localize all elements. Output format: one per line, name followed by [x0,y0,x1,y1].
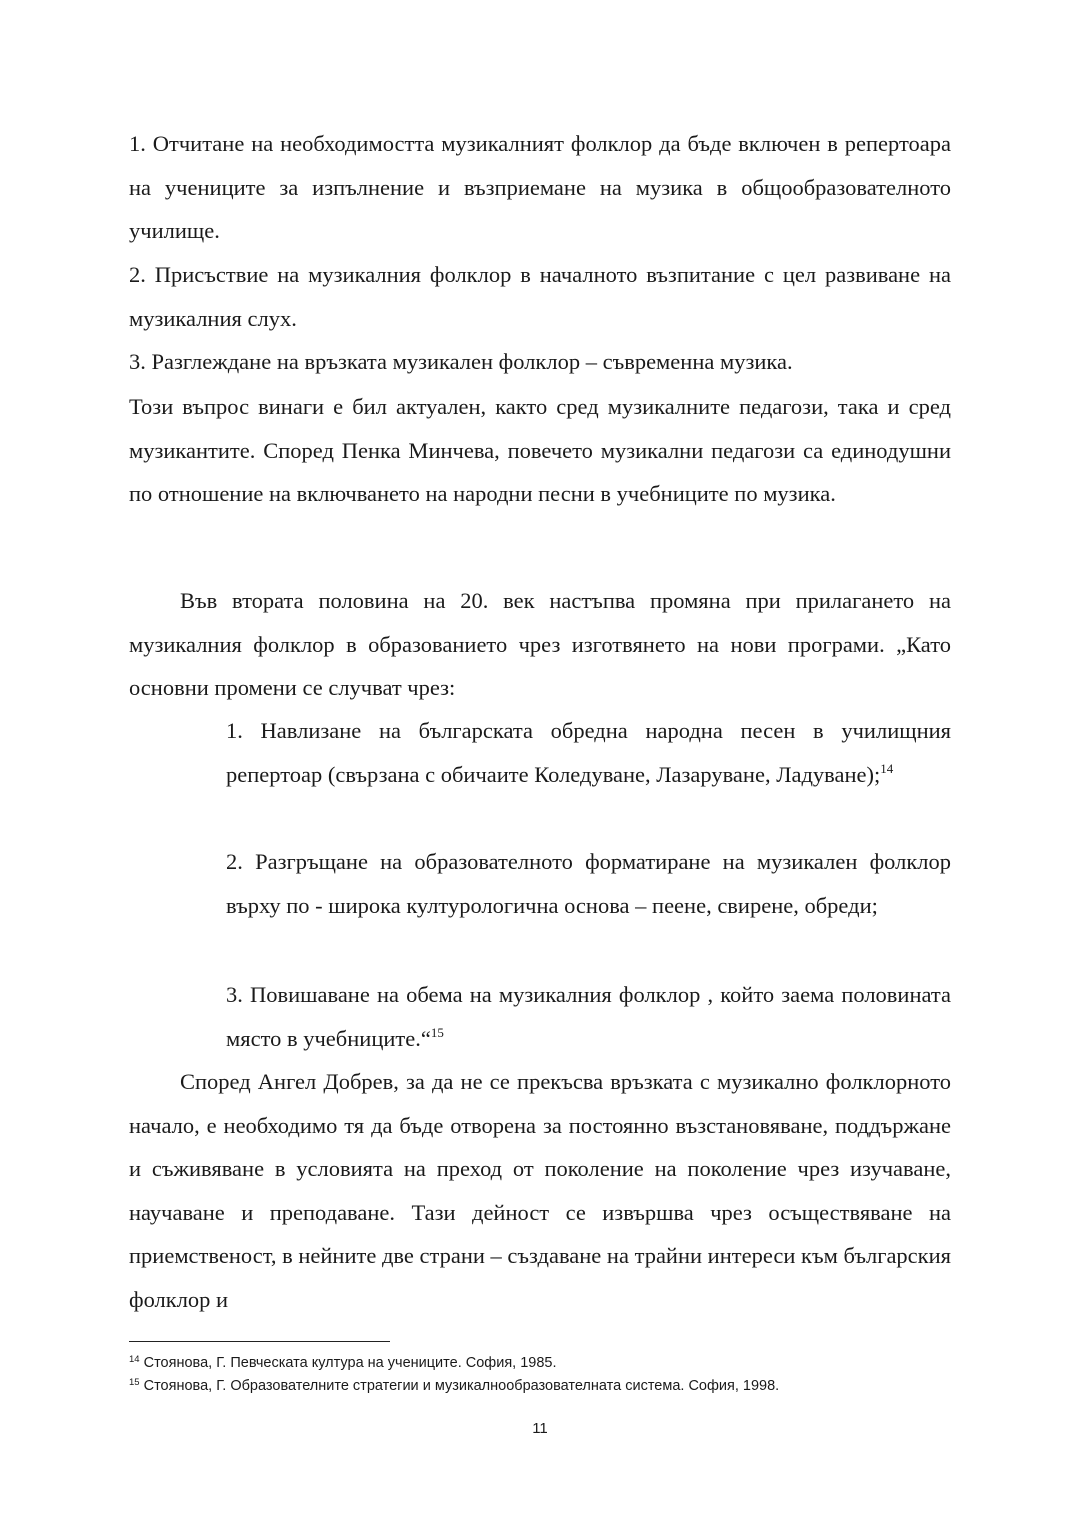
footnote-number: 15 [129,1377,140,1388]
body-paragraph: Този въпрос винаги е бил актуален, както сред музикалните педагози, така и сред музикантите. Според Пенка Минчева, повечето музикални педагози са единодушни по отношение на включването на народни песни в учебниците по музика. [129,394,951,506]
quoted-list-item [226,709,951,796]
list-item: 2. Присъствие на музикалния фолклор в началното възпитание с цел развиване на музикалния слух. [129,262,951,331]
footnote-number: 14 [129,1354,140,1365]
page-number: 11 [532,1420,548,1437]
body-paragraph: Според Ангел Добрев, за да не се прекъсва връзката с музикално фолклорното начало, е необходимо тя да бъде отворена за постоянно възстановяване, поддържане и съживяване в условията на преход от поколение на поколение чрез изучаване, научаване и преподаване. Тази дейност се извършва чрез осъществяване на приемственост, в нейните две страни – създаване на трайни интереси към българския фолклор и [129,1069,951,1312]
body-paragraph: Във втората половина на 20. век настъпва промяна при прилагането на музикалния фолклор в образованието чрез изготвянето на нови програми. „Като основни промени се случват чрез: [129,588,951,700]
footnote-separator [129,1341,390,1342]
quoted-list-item [226,840,951,927]
footnote-text: Стоянова, Г. Певческата култура на учениците. София, 1985. [139,1355,557,1371]
footnote-text: Стоянова, Г. Образователните стратегии и музикалнообразователната система. София, 1998. [139,1378,780,1394]
quoted-list-item-text: 1. Навлизане на българската обредна народна песен в училищния репертоар (свързана с обичаите Коледуване, Лазаруване, Ладуване); [226,718,951,787]
list-item: 1. Отчитане на необходимостта музикалният фолклор да бъде включен в репертоара на учениците за изпълнение и възприемане на музика в общообразователното училище. [129,131,951,243]
footnote-reference: 15 [430,1024,444,1040]
quoted-list-item-text: 3. Повишаване на обема на музикалния фолклор , който заема половината място в учебниците.“ [226,982,951,1051]
quoted-list-item [226,973,951,1060]
list-item: 3. Разглеждане на връзката музикален фолклор – съвременна музика. [129,349,793,374]
footnote [129,1353,989,1373]
quoted-list-item-text: 2. Разгръщане на образователното форматиране на музикален фолклор върху по - широка културологична основа – пеене, свирене, обреди; [226,849,951,918]
footnote-reference: 14 [880,760,894,776]
footnote [129,1376,989,1396]
